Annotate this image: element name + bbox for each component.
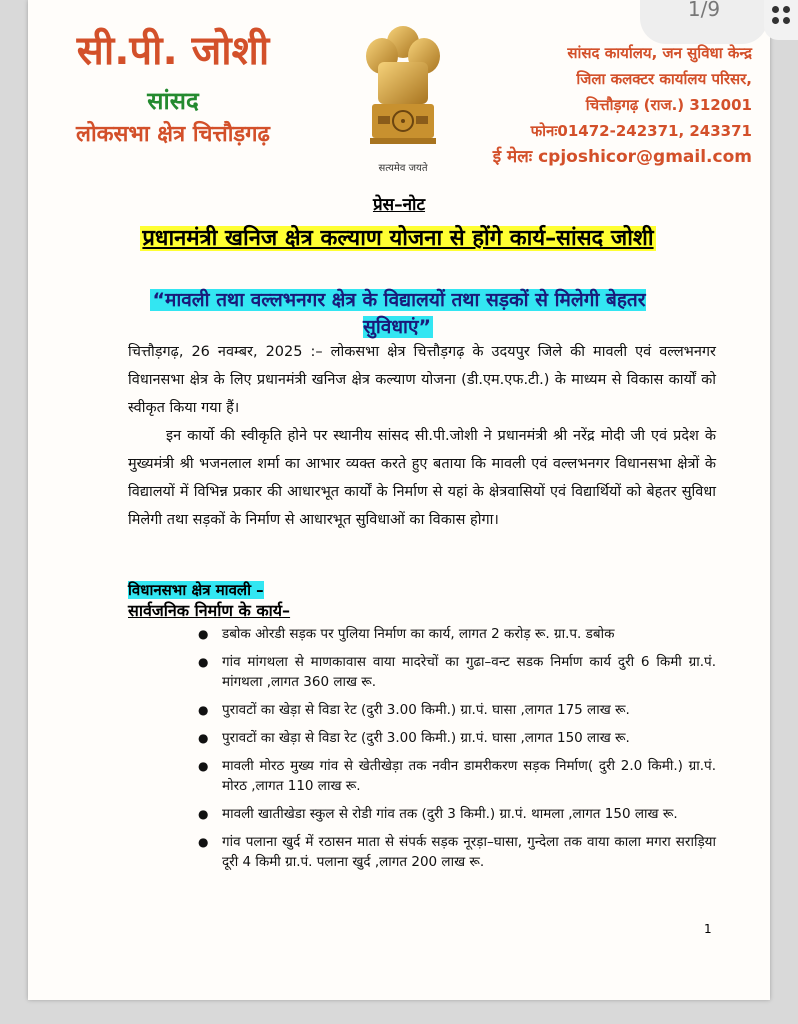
email-address: ई मेलः cpjoshicor@gmail.com xyxy=(492,147,752,167)
dot xyxy=(772,17,779,24)
office-address-1: सांसद कार्यालय, जन सुविधा केन्द्र xyxy=(567,44,752,62)
press-body xyxy=(128,338,716,534)
phone-number: फोनः01472-242371, 243371 xyxy=(530,122,752,140)
mp-designation: सांसद xyxy=(147,87,199,115)
paragraph-1: चित्तौड़गढ़, 26 नवम्बर, 2025 :– लोकसभा क्षेत्र चित्तौड़गढ़ के उदयपुर जिले की मावली एवं वल्लभनगर विधानसभा क्षेत्र के लिए प्रधानमंत्री खनिज क्षेत्र कल्याण योजना (डी.एम.एफ.टी.) के माध्यम से विकास कार्यों को स्वीकृत किया गया हैं। xyxy=(128,344,716,416)
list-item: ● गांव पलाना खुर्द में रठासन माता से संपर्क सड़क नूरड़ा–घासा, गुन्देला तक वाया काला मगरा सराड़िया दूरी 4 किमी ग्रा.पं. पलाना खुर्द ,लागत 200 लाख रू. xyxy=(196,832,716,872)
mp-name: सी.पी. जोशी xyxy=(76,28,270,74)
letterhead-left xyxy=(28,26,318,152)
dot xyxy=(783,6,790,13)
section-title: विधानसभा क्षेत्र मावली – xyxy=(128,581,264,599)
paragraph-2: इन कार्यो की स्वीकृति होने पर स्थानीय सांसद सी.पी.जोशी ने प्रधानमंत्री श्री नरेंद्र मोदी जी एवं प्रदेश के मुख्यमंत्री श्री भजनलाल शर्मा का आभार व्यक्त करते हुए बताया कि मावली एवं वल्लभनगर विधानसभा क्षेत्रों के विद्यालयों में विभिन्न प्रकार की आधारभूत कार्यों के निर्माण से यहां के क्षेत्रवासियों एवं विद्यार्थियों को बेहतर सुविधा मिलेगी तथा सड़कों के निर्माण से आधारभूत सुविधाओं का विकास होगा। xyxy=(128,428,716,528)
page-indicator: 1/9 xyxy=(640,0,768,44)
works-list xyxy=(196,624,716,880)
constituency: लोकसभा क्षेत्र चित्तौड़गढ़ xyxy=(76,122,270,147)
list-item: ● डबोक ओरडी सड़क पर पुलिया निर्माण का कार्य, लागत 2 करोड़ रू. ग्रा.प. डबोक xyxy=(196,624,716,644)
list-item: ● मावली मोरठ मुख्य गांव से खेतीखेड़ा तक नवीन डामरीकरण सड़क निर्माण( दुरी 2.0 किमी.) ग्रा.पं. मोरठ ,लागत 110 लाख रू. xyxy=(196,756,716,796)
document-page xyxy=(28,0,770,1000)
emblem-motto: सत्यमेव जयते xyxy=(378,163,428,174)
list-item: ● पुरावटों का खेड़ा से विडा रेट (दुरी 3.00 किमी.) ग्रा.पं. घासा ,लागत 175 लाख रू. xyxy=(196,700,716,720)
subsection-title: सार्वजनिक निर्माण के कार्य– xyxy=(128,601,291,620)
list-item: ● मावली खातीखेडा स्कुल से रोडी गांव तक (दुरी 3 किमी.) ग्रा.पं. थामला ,लागत 150 लाख रू. xyxy=(196,804,716,824)
more-options-icon[interactable] xyxy=(764,0,798,40)
office-address-2: जिला कलक्टर कार्यालय परिसर, xyxy=(576,70,752,88)
state-emblem xyxy=(358,20,448,174)
headline: प्रधानमंत्री खनिज क्षेत्र कल्याण योजना से होंगे कार्य–सांसद जोशी xyxy=(142,226,654,251)
letterhead-right xyxy=(452,40,752,170)
list-item: ● गांव मांगथला से माणकावास वाया मादरेचों का गुढा–वन्ट सडक निर्माण कार्य दुरी 6 किमी ग्रा.पं. मांगथला ,लागत 360 लाख रू. xyxy=(196,652,716,692)
list-item: ● पुरावटों का खेड़ा से विडा रेट (दुरी 3.00 किमी.) ग्रा.पं. घासा ,लागत 150 लाख रू. xyxy=(196,728,716,748)
subheadline: “मावली तथा वल्लभनगर क्षेत्र के विद्यालयों तथा सड़कों से मिलेगी बेहतर सुविधाएं” xyxy=(152,289,646,338)
office-address-3: चित्तौड़गढ़ (राज.) 312001 xyxy=(585,96,752,114)
dot xyxy=(772,6,779,13)
lion-capital-icon xyxy=(358,20,448,158)
page-number: 1 xyxy=(704,922,712,936)
dot xyxy=(783,17,790,24)
press-note-label: प्रेस–नोट xyxy=(372,195,426,215)
